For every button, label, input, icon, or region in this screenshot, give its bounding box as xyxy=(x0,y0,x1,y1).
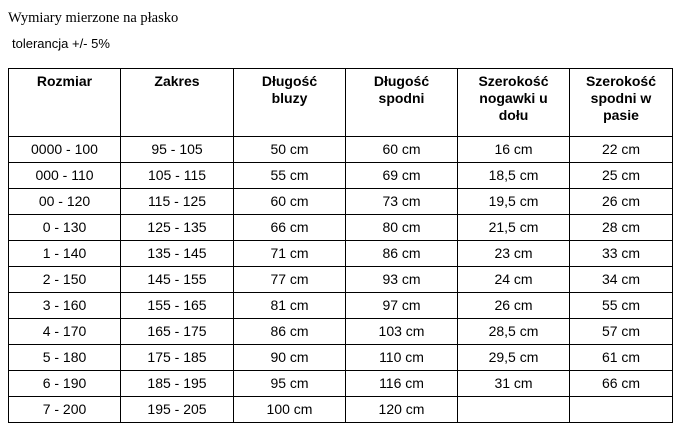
waist-width-cell: 28 cm xyxy=(570,215,673,241)
range-cell: 125 - 135 xyxy=(121,215,234,241)
waist-width-cell: 55 cm xyxy=(570,293,673,319)
table-row xyxy=(9,241,673,267)
top-length-cell: 90 cm xyxy=(234,345,346,371)
waist-width-cell xyxy=(570,397,673,423)
waist-width-cell: 66 cm xyxy=(570,371,673,397)
header-waist-width-label: Szerokość spodni w pasie xyxy=(585,73,657,123)
pants-length-cell: 80 cm xyxy=(346,215,458,241)
waist-width-cell: 61 cm xyxy=(570,345,673,371)
pants-length-cell: 93 cm xyxy=(346,267,458,293)
size-cell: 5 - 180 xyxy=(9,345,121,371)
leg-width-cell: 19,5 cm xyxy=(458,189,570,215)
size-cell: 3 - 160 xyxy=(9,293,121,319)
leg-width-cell: 24 cm xyxy=(458,267,570,293)
size-cell: 4 - 170 xyxy=(9,319,121,345)
size-cell: 00 - 120 xyxy=(9,189,121,215)
range-cell: 155 - 165 xyxy=(121,293,234,319)
top-length-cell: 50 cm xyxy=(234,137,346,163)
size-cell: 1 - 140 xyxy=(9,241,121,267)
top-length-cell: 71 cm xyxy=(234,241,346,267)
header-leg-width-label: Szerokość nogawki u dołu xyxy=(478,73,549,123)
pants-length-cell: 73 cm xyxy=(346,189,458,215)
table-row xyxy=(9,319,673,345)
leg-width-cell xyxy=(458,397,570,423)
header-size xyxy=(9,69,121,137)
range-cell: 115 - 125 xyxy=(121,189,234,215)
leg-width-cell: 16 cm xyxy=(458,137,570,163)
waist-width-cell: 25 cm xyxy=(570,163,673,189)
table-header-row xyxy=(9,69,673,137)
pants-length-cell: 86 cm xyxy=(346,241,458,267)
header-waist-width xyxy=(570,69,673,137)
range-cell: 175 - 185 xyxy=(121,345,234,371)
table-row xyxy=(9,137,673,163)
range-cell: 195 - 205 xyxy=(121,397,234,423)
size-cell: 7 - 200 xyxy=(9,397,121,423)
top-length-cell: 55 cm xyxy=(234,163,346,189)
table-row xyxy=(9,163,673,189)
table-row xyxy=(9,267,673,293)
leg-width-cell: 28,5 cm xyxy=(458,319,570,345)
leg-width-cell: 31 cm xyxy=(458,371,570,397)
table-row xyxy=(9,189,673,215)
leg-width-cell: 26 cm xyxy=(458,293,570,319)
header-pants-length-label: Długość spodni xyxy=(373,73,430,106)
size-cell: 0 - 130 xyxy=(9,215,121,241)
header-leg-width xyxy=(458,69,570,137)
top-length-cell: 81 cm xyxy=(234,293,346,319)
pants-length-cell: 116 cm xyxy=(346,371,458,397)
leg-width-cell: 18,5 cm xyxy=(458,163,570,189)
pants-length-cell: 110 cm xyxy=(346,345,458,371)
header-top-length-label: Długość bluzy xyxy=(261,73,318,106)
pants-length-cell: 103 cm xyxy=(346,319,458,345)
size-cell: 0000 - 100 xyxy=(9,137,121,163)
top-length-cell: 100 cm xyxy=(234,397,346,423)
table-row xyxy=(9,293,673,319)
top-length-cell: 66 cm xyxy=(234,215,346,241)
pants-length-cell: 69 cm xyxy=(346,163,458,189)
table-row xyxy=(9,397,673,423)
table-row xyxy=(9,345,673,371)
header-top-length xyxy=(234,69,346,137)
table-row xyxy=(9,215,673,241)
range-cell: 95 - 105 xyxy=(121,137,234,163)
pants-length-cell: 120 cm xyxy=(346,397,458,423)
top-length-cell: 60 cm xyxy=(234,189,346,215)
top-length-cell: 77 cm xyxy=(234,267,346,293)
waist-width-cell: 33 cm xyxy=(570,241,673,267)
range-cell: 165 - 175 xyxy=(121,319,234,345)
table-body xyxy=(9,137,673,423)
leg-width-cell: 21,5 cm xyxy=(458,215,570,241)
waist-width-cell: 57 cm xyxy=(570,319,673,345)
range-cell: 105 - 115 xyxy=(121,163,234,189)
pants-length-cell: 60 cm xyxy=(346,137,458,163)
tolerance-note: tolerancja +/- 5% xyxy=(12,36,110,51)
page-title: Wymiary mierzone na płasko xyxy=(8,10,179,26)
range-cell: 185 - 195 xyxy=(121,371,234,397)
size-cell: 2 - 150 xyxy=(9,267,121,293)
top-length-cell: 95 cm xyxy=(234,371,346,397)
top-length-cell: 86 cm xyxy=(234,319,346,345)
size-cell: 000 - 110 xyxy=(9,163,121,189)
header-size-label: Rozmiar xyxy=(36,73,93,89)
header-range-label: Zakres xyxy=(154,73,200,89)
size-cell: 6 - 190 xyxy=(9,371,121,397)
waist-width-cell: 26 cm xyxy=(570,189,673,215)
header-pants-length xyxy=(346,69,458,137)
size-table xyxy=(8,68,673,423)
header-range xyxy=(121,69,234,137)
range-cell: 135 - 145 xyxy=(121,241,234,267)
leg-width-cell: 29,5 cm xyxy=(458,345,570,371)
pants-length-cell: 97 cm xyxy=(346,293,458,319)
waist-width-cell: 34 cm xyxy=(570,267,673,293)
leg-width-cell: 23 cm xyxy=(458,241,570,267)
range-cell: 145 - 155 xyxy=(121,267,234,293)
table-row xyxy=(9,371,673,397)
waist-width-cell: 22 cm xyxy=(570,137,673,163)
